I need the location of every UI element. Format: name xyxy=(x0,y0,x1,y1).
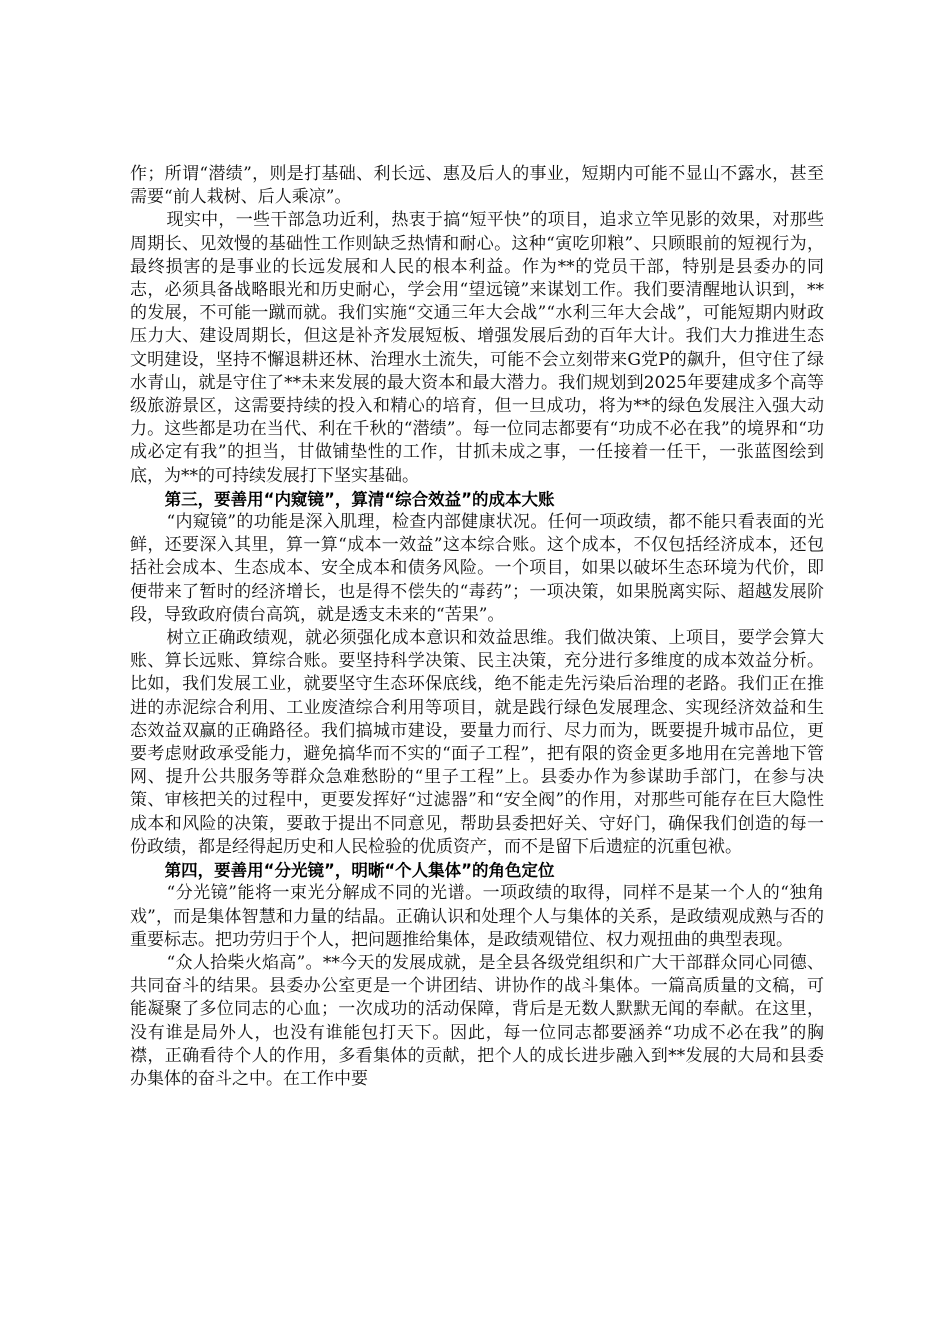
document-page xyxy=(130,163,824,1091)
paragraph-cost-awareness: 树立正确政绩观，就必须强化成本意识和效益思维。我们做决策、上项目，要学会算大账、算长远账、算综合账。要坚持科学决策、民主决策，充分进行多维度的成本效益分析。比如，我们发展工业，就要坚守生态环保底线，绝不能走先污染后治理的老路。我们正在推进的赤泥综合利用、工业废渣综合利用等项目，就是践行绿色发展理念、实现经济效益和生态效益双赢的正确路径。我们搞城市建设，要量力而行、尽力而为，既要提升城市品位，更要考虑财政承受能力，避免搞华而不实的“面子工程”，把有限的资金更多地用在完善地下管网、提升公共服务等群众急难愁盼的“里子工程”上。县委办作为参谋助手部门，在参与决策、审核把关的过程中，更要发挥好“过滤器”和“安全阀”的作用，对那些可能存在巨大隐性成本和风险的决策，要敢于提出不同意见，帮助县委把好关、守好门，确保我们创造的每一份政绩，都是经得起历史和人民检验的优质资产，而不是留下后遗症的沉重包袱。 xyxy=(130,628,824,857)
paragraph-endoscope-metaphor: “内窥镜”的功能是深入肌理，检查内部健康状况。任何一项政绩，都不能只看表面的光鲜，还要深入其里，算一算“成本一效益”这本综合账。这个成本，不仅包括经济成本，还包括社会成本、生态成本、安全成本和债务风险。一个项目，如果以破坏生态环境为代价，即便带来了暂时的经济增长，也是得不偿失的“毒药”；一项决策，如果脱离实际、超越发展阶段，导致政府债台高筑，就是透支未来的“苦果”。 xyxy=(130,512,824,625)
paragraph-spectroscope-metaphor: “分光镜”能将一束光分解成不同的光谱。一项政绩的取得，同样不是某一个人的“独角戏”，而是集体智慧和力量的结晶。正确认识和处理个人与集体的关系，是政绩观成熟与否的重要标志。把功劳归于个人，把问题推给集体，是政绩观错位、权力观扭曲的典型表现。 xyxy=(130,883,824,950)
paragraph-short-term-vs-long-term: 现实中，一些干部急功近利，热衷于搞“短平快”的项目，追求立竿见影的效果，对那些周期长、见效慢的基础性工作则缺乏热情和耐心。这种“寅吃卯粮”、只顾眼前的短视行为，最终损害的是事业的长远发展和人民的根本利益。作为**的党员干部，特别是县委办的同志，必须具备战略眼光和历史耐心，学会用“望远镜”来谋划工作。我们要清醒地认识到，**的发展，不可能一蹴而就。我们实施“交通三年大会战”“水利三年大会战”，可能短期内财政压力大、建设周期长，但这是补齐发展短板、增强发展后劲的百年大计。我们大力推进生态文明建设，坚持不懈退耕还林、治理水土流失，可能不会立刻带来G党P的飙升，但守住了绿水青山，就是守住了**未来发展的最大资本和最大潜力。我们规划到2025年要建成多个高等级旅游景区，这需要持续的投入和精心的培育，但一旦成功，将为**的绿色发展注入强大动力。这些都是功在当代、利在千秋的“潜绩”。每一位同志都要有“功成不必在我”的境界和“功成必定有我”的担当，甘做铺垫性的工作，甘抓未成之事，一任接着一任干，一张蓝图绘到底，为**的可持续发展打下坚实基础。 xyxy=(130,210,824,486)
paragraph-collective-effort: “众人拾柴火焰高”。**今天的发展成就，是全县各级党组织和广大干部群众同心同德、共同奋斗的结果。县委办公室更是一个讲团结、讲协作的战斗集体。一篇高质量的文稿，可能凝聚了多位同志的心血；一次成功的活动保障，背后是无数人默默无闻的奉献。在这里，没有谁是局外人，也没有谁能包打天下。因此，每一位同志都要涵养“功成不必在我”的胸襟，正确看待个人的作用，多看集体的贡献，把个人的成长进步融入到**发展的大局和县委办集体的奋斗之中。在工作中要 xyxy=(130,952,824,1089)
section-heading-3: 第三，要善用“内窥镜”，算清“综合效益”的成本大账 xyxy=(164,489,555,509)
section-heading-4: 第四，要善用“分光镜”，明晰“个人集体”的角色定位 xyxy=(164,861,555,881)
paragraph-continuation: 作；所谓“潜绩”，则是打基础、利长远、惠及后人的事业，短期内可能不显山不露水，甚至需要“前人栽树、后人乘凉”。 xyxy=(130,164,824,208)
